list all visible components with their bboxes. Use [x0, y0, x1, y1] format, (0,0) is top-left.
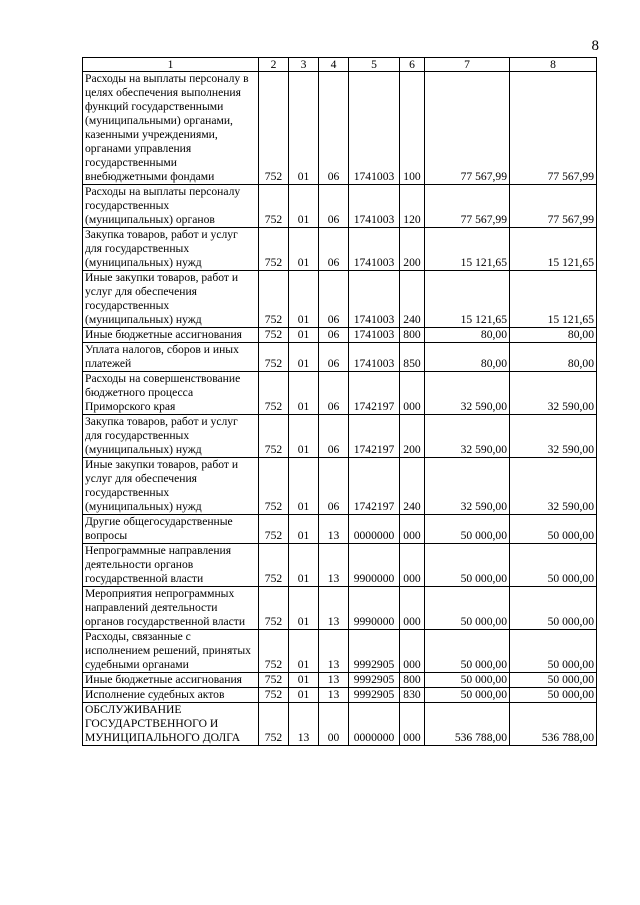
row-amount-8: 77 567,99	[510, 72, 597, 185]
row-amount-7: 50 000,00	[425, 630, 510, 673]
row-col-6: 200	[400, 228, 425, 271]
row-col-4: 13	[319, 515, 349, 544]
row-name: Мероприятия непрограммных направлений деятельности органов государственной власти	[83, 587, 259, 630]
col-header-6: 6	[400, 58, 425, 72]
row-col-6: 240	[400, 458, 425, 515]
row-col-2: 752	[259, 228, 289, 271]
row-col-5: 0000000	[349, 703, 400, 746]
row-amount-8: 15 121,65	[510, 228, 597, 271]
row-name: Расходы, связанные с исполнением решений, принятых судебными органами	[83, 630, 259, 673]
row-col-2: 752	[259, 271, 289, 328]
row-col-2: 752	[259, 372, 289, 415]
row-col-5: 1741003	[349, 271, 400, 328]
row-col-3: 01	[289, 458, 319, 515]
row-col-6: 800	[400, 328, 425, 343]
col-header-7: 7	[425, 58, 510, 72]
row-name: Расходы на выплаты персоналу в целях обеспечения выполнения функций государственными (муниципальными) органами, казенными учреждениями, органами управления государственными внебюджетными фондами	[83, 72, 259, 185]
header-row	[83, 58, 597, 72]
row-col-4: 13	[319, 544, 349, 587]
page-number: 8	[591, 38, 599, 54]
table-row	[83, 515, 597, 544]
table-row	[83, 673, 597, 688]
row-col-6: 800	[400, 673, 425, 688]
row-amount-8: 77 567,99	[510, 185, 597, 228]
row-col-5: 9900000	[349, 544, 400, 587]
row-name: Расходы на выплаты персоналу государственных (муниципальных) органов	[83, 185, 259, 228]
row-col-6: 000	[400, 630, 425, 673]
row-name: Другие общегосударственные вопросы	[83, 515, 259, 544]
row-col-3: 01	[289, 343, 319, 372]
row-name: Закупка товаров, работ и услуг для государственных (муниципальных) нужд	[83, 228, 259, 271]
row-col-4: 06	[319, 372, 349, 415]
row-name: Иные закупки товаров, работ и услуг для обеспечения государственных (муниципальных) нужд	[83, 271, 259, 328]
row-amount-8: 50 000,00	[510, 587, 597, 630]
row-col-2: 752	[259, 688, 289, 703]
row-amount-7: 50 000,00	[425, 587, 510, 630]
row-col-3: 01	[289, 688, 319, 703]
row-col-2: 752	[259, 587, 289, 630]
row-col-2: 752	[259, 72, 289, 185]
row-name: Уплата налогов, сборов и иных платежей	[83, 343, 259, 372]
row-amount-7: 50 000,00	[425, 515, 510, 544]
row-col-2: 752	[259, 544, 289, 587]
row-col-4: 13	[319, 688, 349, 703]
row-col-4: 00	[319, 703, 349, 746]
row-col-4: 06	[319, 228, 349, 271]
row-col-2: 752	[259, 458, 289, 515]
row-col-6: 100	[400, 72, 425, 185]
row-amount-7: 32 590,00	[425, 458, 510, 515]
budget-table	[82, 57, 597, 746]
row-col-5: 9990000	[349, 587, 400, 630]
table-row	[83, 415, 597, 458]
col-header-2: 2	[259, 58, 289, 72]
row-col-3: 01	[289, 228, 319, 271]
col-header-5: 5	[349, 58, 400, 72]
row-col-3: 01	[289, 72, 319, 185]
table-row	[83, 228, 597, 271]
row-col-4: 06	[319, 415, 349, 458]
row-amount-8: 80,00	[510, 343, 597, 372]
row-col-3: 01	[289, 372, 319, 415]
row-amount-7: 77 567,99	[425, 72, 510, 185]
row-amount-8: 50 000,00	[510, 515, 597, 544]
col-header-3: 3	[289, 58, 319, 72]
row-col-3: 01	[289, 328, 319, 343]
col-header-8: 8	[510, 58, 597, 72]
row-amount-7: 536 788,00	[425, 703, 510, 746]
row-name: Закупка товаров, работ и услуг для государственных (муниципальных) нужд	[83, 415, 259, 458]
row-col-2: 752	[259, 673, 289, 688]
row-col-5: 1741003	[349, 185, 400, 228]
row-col-2: 752	[259, 703, 289, 746]
row-amount-7: 32 590,00	[425, 372, 510, 415]
row-col-2: 752	[259, 185, 289, 228]
row-col-6: 000	[400, 372, 425, 415]
row-amount-7: 77 567,99	[425, 185, 510, 228]
col-header-4: 4	[319, 58, 349, 72]
table-row	[83, 544, 597, 587]
row-col-4: 06	[319, 271, 349, 328]
row-col-6: 120	[400, 185, 425, 228]
table-row	[83, 703, 597, 746]
row-amount-7: 80,00	[425, 328, 510, 343]
row-col-3: 01	[289, 630, 319, 673]
row-col-5: 1741003	[349, 343, 400, 372]
table-row	[83, 328, 597, 343]
row-name: ОБСЛУЖИВАНИЕ ГОСУДАРСТВЕННОГО И МУНИЦИПАЛЬНОГО ДОЛГА	[83, 703, 259, 746]
row-amount-8: 15 121,65	[510, 271, 597, 328]
row-col-2: 752	[259, 630, 289, 673]
row-amount-8: 32 590,00	[510, 372, 597, 415]
row-col-5: 1742197	[349, 372, 400, 415]
row-amount-7: 50 000,00	[425, 673, 510, 688]
row-col-5: 9992905	[349, 673, 400, 688]
row-col-4: 13	[319, 587, 349, 630]
row-col-3: 01	[289, 587, 319, 630]
table-row	[83, 343, 597, 372]
row-name: Расходы на совершенствование бюджетного процесса Приморского края	[83, 372, 259, 415]
row-amount-8: 536 788,00	[510, 703, 597, 746]
row-col-5: 1742197	[349, 458, 400, 515]
row-col-6: 240	[400, 271, 425, 328]
row-col-4: 06	[319, 458, 349, 515]
row-col-6: 000	[400, 544, 425, 587]
row-amount-7: 32 590,00	[425, 415, 510, 458]
table-row	[83, 688, 597, 703]
row-amount-7: 15 121,65	[425, 228, 510, 271]
row-col-5: 1741003	[349, 228, 400, 271]
row-col-6: 000	[400, 515, 425, 544]
row-col-4: 06	[319, 72, 349, 185]
row-col-5: 9992905	[349, 688, 400, 703]
row-amount-8: 32 590,00	[510, 415, 597, 458]
row-col-3: 01	[289, 271, 319, 328]
row-amount-7: 50 000,00	[425, 544, 510, 587]
row-col-4: 06	[319, 343, 349, 372]
row-col-2: 752	[259, 343, 289, 372]
row-amount-7: 15 121,65	[425, 271, 510, 328]
table-row	[83, 458, 597, 515]
row-name: Иные бюджетные ассигнования	[83, 673, 259, 688]
row-col-3: 01	[289, 185, 319, 228]
row-amount-7: 80,00	[425, 343, 510, 372]
row-col-5: 0000000	[349, 515, 400, 544]
row-col-3: 13	[289, 703, 319, 746]
row-name: Иные закупки товаров, работ и услуг для обеспечения государственных (муниципальных) нужд	[83, 458, 259, 515]
row-amount-8: 50 000,00	[510, 688, 597, 703]
row-name: Иные бюджетные ассигнования	[83, 328, 259, 343]
table-row	[83, 630, 597, 673]
row-amount-8: 50 000,00	[510, 544, 597, 587]
row-col-6: 200	[400, 415, 425, 458]
row-col-5: 1741003	[349, 72, 400, 185]
row-col-3: 01	[289, 673, 319, 688]
row-col-5: 9992905	[349, 630, 400, 673]
row-col-6: 850	[400, 343, 425, 372]
row-col-3: 01	[289, 544, 319, 587]
row-col-6: 000	[400, 703, 425, 746]
row-amount-8: 50 000,00	[510, 630, 597, 673]
row-amount-7: 50 000,00	[425, 688, 510, 703]
row-col-2: 752	[259, 328, 289, 343]
row-col-3: 01	[289, 515, 319, 544]
table-row	[83, 185, 597, 228]
row-col-2: 752	[259, 415, 289, 458]
row-col-2: 752	[259, 515, 289, 544]
table-row	[83, 587, 597, 630]
row-col-4: 06	[319, 185, 349, 228]
row-amount-8: 80,00	[510, 328, 597, 343]
table-row	[83, 372, 597, 415]
row-col-5: 1742197	[349, 415, 400, 458]
row-col-4: 13	[319, 673, 349, 688]
row-col-4: 13	[319, 630, 349, 673]
row-col-6: 830	[400, 688, 425, 703]
row-col-3: 01	[289, 415, 319, 458]
row-col-5: 1741003	[349, 328, 400, 343]
row-col-6: 000	[400, 587, 425, 630]
row-amount-8: 50 000,00	[510, 673, 597, 688]
table-row	[83, 72, 597, 185]
row-name: Непрограммные направления деятельности органов государственной власти	[83, 544, 259, 587]
table-row	[83, 271, 597, 328]
row-col-4: 06	[319, 328, 349, 343]
row-name: Исполнение судебных актов	[83, 688, 259, 703]
col-header-1: 1	[83, 58, 259, 72]
row-amount-8: 32 590,00	[510, 458, 597, 515]
